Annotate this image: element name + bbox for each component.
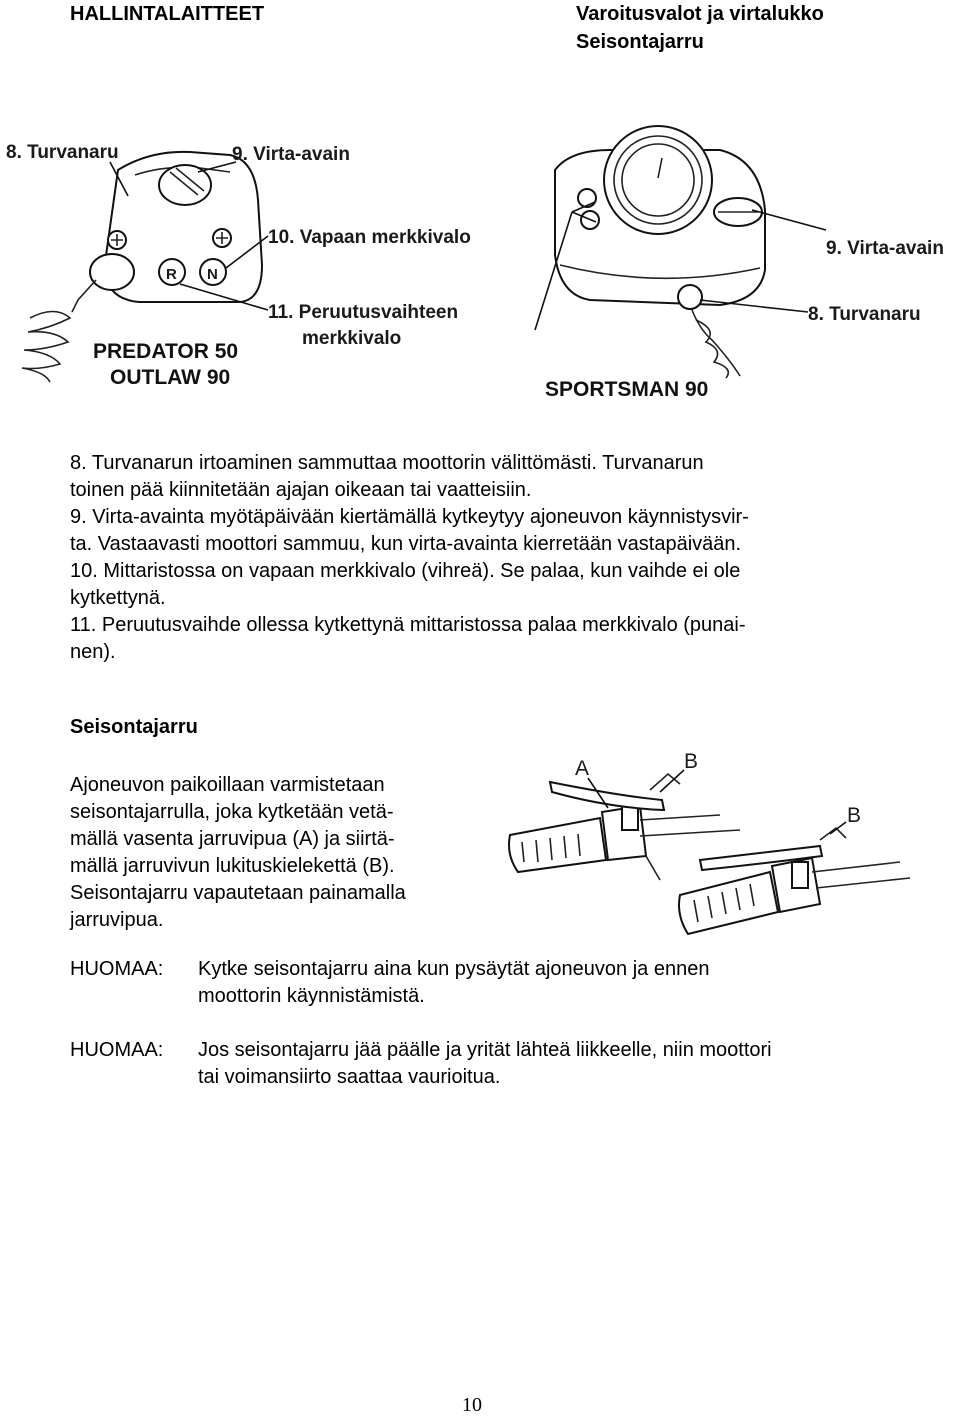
label-a: A	[575, 757, 590, 780]
label-b-upper: B	[684, 750, 699, 773]
brake-line-3: mällä vasenta jarruvipua (A) ja siirtä-	[70, 828, 395, 850]
item-11-line-1: 11. Peruutusvaihde ollessa kytkettynä mittaristossa palaa merkkivalo (punai-	[70, 614, 746, 636]
item-11-line-2: nen).	[70, 641, 116, 663]
note-label: HUOMAA:	[70, 1039, 164, 1061]
item-8-line-1: 8. Turvanarun irtoaminen sammuttaa moottorin välittömästi. Turvanarun	[70, 452, 704, 474]
reverse-indicator-letter: R	[166, 266, 177, 283]
label-merkkivalo: merkkivalo	[302, 328, 402, 349]
note-1-line-2: moottorin käynnistämistä.	[198, 985, 425, 1007]
section-header: HALLINTALAITTEET	[70, 3, 265, 25]
page-number: 10	[462, 1394, 482, 1416]
item-10-line-1: 10. Mittaristossa on vapaan merkkivalo (vihreä). Se palaa, kun vaihde ei ole	[70, 560, 741, 582]
label-virta-avain-right: 9. Virta-avain	[826, 238, 944, 259]
upper-brake-lever	[509, 774, 740, 880]
topic-line-1: Varoitusvalot ja virtalukko	[576, 3, 824, 25]
neutral-indicator-letter: N	[207, 266, 218, 283]
topic-line-2: Seisontajarru	[576, 31, 704, 53]
label-turvanaru-right: 8. Turvanaru	[808, 304, 921, 325]
model-outlaw: OUTLAW 90	[110, 366, 231, 389]
description-paragraphs	[70, 450, 870, 666]
label-turvanaru-left: 8. Turvanaru	[6, 142, 119, 163]
note-2-line-1: Jos seisontajarru jää päälle ja yrität lähteä liikkeelle, niin moottori	[198, 1039, 772, 1061]
label-peruutusvaihteen: 11. Peruutusvaihteen	[268, 302, 459, 323]
item-9-line-2: ta. Vastaavasti moottori sammuu, kun virta-avainta kierretään vastapäivään.	[70, 533, 742, 555]
note-label: HUOMAA:	[70, 958, 164, 980]
label-vapaan-merkkivalo: 10. Vapaan merkkivalo	[268, 227, 471, 248]
model-sportsman: SPORTSMAN 90	[545, 378, 709, 401]
brake-line-2: seisontajarrulla, joka kytketään vetä-	[70, 801, 394, 823]
label-b-lower: B	[847, 804, 862, 827]
lower-brake-lever	[679, 828, 910, 934]
brake-line-1: Ajoneuvon paikoillaan varmistetaan	[70, 774, 385, 796]
predator-switch-panel	[6, 142, 471, 389]
item-9-line-1: 9. Virta-avainta myötäpäivään kiertämällä kytkeytyy ajoneuvon käynnistysvir-	[70, 506, 749, 528]
brake-line-4: mällä jarruvivun lukituskielekettä (B).	[70, 855, 395, 877]
item-8-line-2: toinen pää kiinnitetään ajajan oikeaan tai vaatteisiin.	[70, 479, 532, 501]
item-10-line-2: kytkettynä.	[70, 587, 166, 609]
note-2-line-2: tai voimansiirto saattaa vaurioitua.	[198, 1066, 501, 1088]
model-predator: PREDATOR 50	[93, 340, 239, 363]
sportsman-switch-panel	[535, 126, 944, 401]
parking-brake-text	[70, 772, 470, 934]
parking-brake-title: Seisontajarru	[70, 716, 198, 738]
note-1-line-1: Kytke seisontajarru aina kun pysäytät ajoneuvon ja ennen	[198, 958, 710, 980]
ignition-switch-figure	[0, 0, 960, 420]
brake-line-6: jarruvipua.	[70, 909, 164, 931]
label-virta-avain-left: 9. Virta-avain	[232, 144, 350, 165]
brake-line-5: Seisontajarru vapautetaan painamalla	[70, 882, 406, 904]
